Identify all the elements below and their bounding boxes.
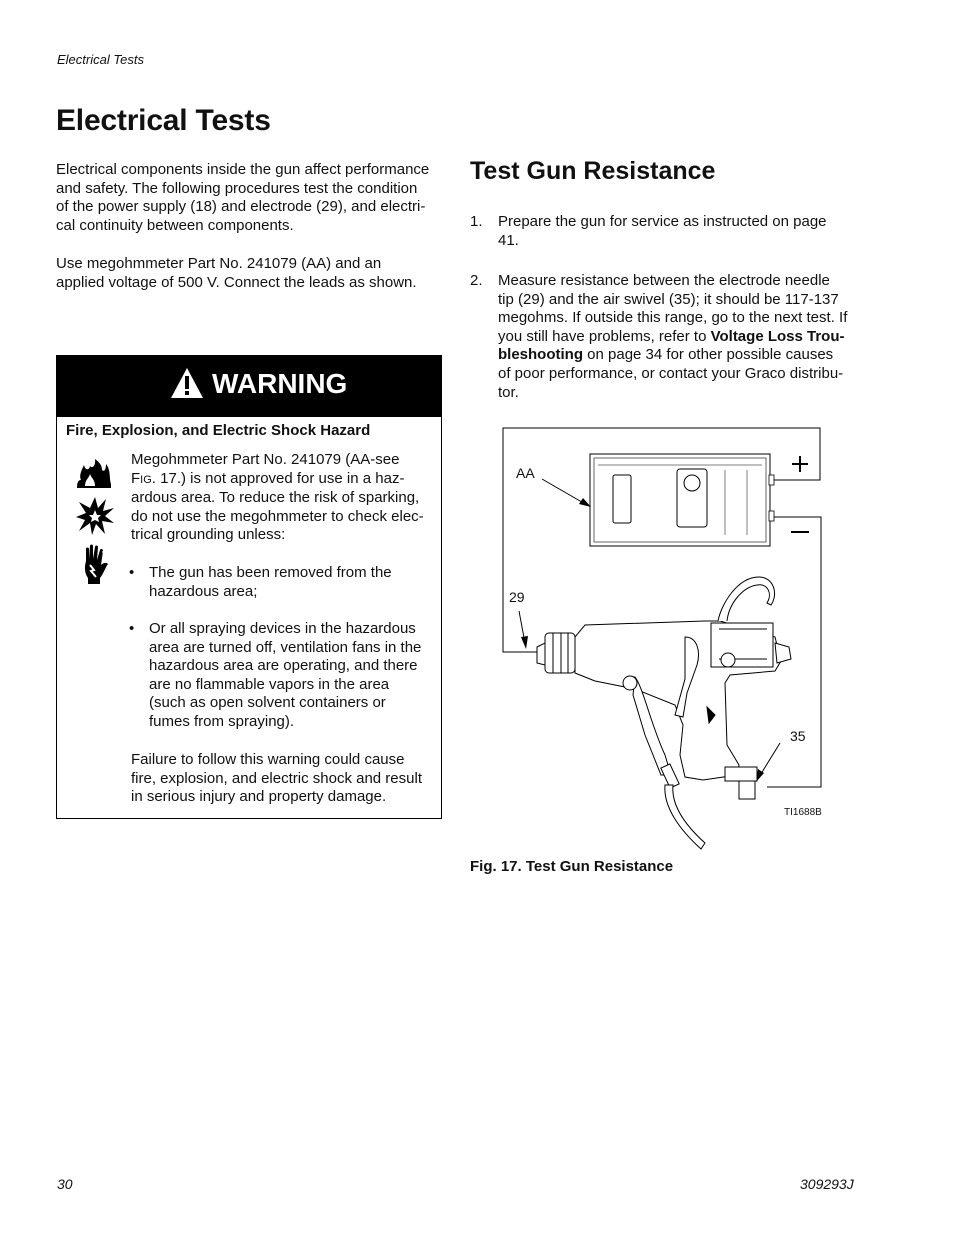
text-line: 41. bbox=[498, 231, 519, 249]
figure-17 bbox=[475, 425, 835, 855]
xref-voltage-loss: Voltage Loss Trou- bbox=[710, 327, 845, 345]
text-line bbox=[498, 346, 863, 365]
step-1-text bbox=[498, 213, 858, 250]
text-line: (such as open solvent containers or bbox=[149, 694, 386, 712]
text-line: Or all spraying devices in the hazardous bbox=[149, 620, 416, 637]
text-line: ardous area. To reduce the risk of sparking, bbox=[131, 489, 420, 507]
callout-29: 29 bbox=[509, 589, 525, 605]
intro-paragraph-1 bbox=[56, 161, 446, 235]
bullet-item-1 bbox=[149, 564, 439, 601]
intro-paragraph-2 bbox=[56, 255, 446, 292]
callout-aa: AA bbox=[516, 465, 535, 481]
text-line: trical grounding unless: bbox=[131, 526, 286, 544]
text-segment: on page 34 for other possible causes bbox=[583, 346, 834, 364]
text-line: hazardous area are operating, and there bbox=[149, 657, 418, 675]
text-line: area are turned off, ventilation fans in the bbox=[149, 638, 422, 656]
text-line: applied voltage of 500 V. Connect the leads as shown. bbox=[56, 273, 417, 291]
text-line: The gun has been removed from the bbox=[149, 564, 392, 581]
section-title: Test Gun Resistance bbox=[470, 157, 716, 185]
megohmmeter-drawing bbox=[590, 454, 774, 546]
callout-35: 35 bbox=[790, 728, 806, 744]
text-line: tip (29) and the air swivel (35); it should be 117-137 bbox=[498, 290, 839, 308]
text-line: fumes from spraying). bbox=[149, 712, 295, 730]
warning-footer bbox=[131, 751, 436, 807]
text-line: of the power supply (18) and electrode (29), and electri- bbox=[56, 198, 426, 216]
text-line: do not use the megohmmeter to check elec- bbox=[131, 507, 424, 525]
text-line: tor. bbox=[498, 383, 519, 401]
text-line: megohms. If outside this range, go to the next test. If bbox=[498, 309, 848, 327]
step-number: 1. bbox=[470, 213, 483, 230]
bullet-mark: • bbox=[129, 620, 135, 637]
fig-rest: . 17.) is not approved for use in a haz- bbox=[151, 469, 405, 487]
warning-triangle-icon bbox=[169, 366, 205, 400]
fire-icon bbox=[75, 458, 113, 490]
text-line: are no flammable vapors in the area bbox=[149, 675, 390, 693]
bullet-item-2 bbox=[149, 620, 439, 732]
warning-box bbox=[56, 355, 442, 819]
text-line: fire, explosion, and electric shock and result bbox=[131, 769, 422, 787]
text-segment: you still have problems, refer to bbox=[498, 327, 711, 345]
explosion-icon bbox=[75, 496, 115, 536]
warning-header bbox=[57, 356, 441, 417]
electric-shock-icon bbox=[78, 543, 112, 585]
step-2-text bbox=[498, 272, 863, 402]
warning-body bbox=[131, 451, 436, 545]
xref-voltage-loss-cont: bleshooting bbox=[498, 346, 583, 364]
figure-caption: Fig. 17. Test Gun Resistance bbox=[470, 858, 674, 875]
text-line bbox=[131, 470, 436, 490]
figure-reference-code: TI1688B bbox=[784, 807, 822, 818]
text-line: Megohmmeter Part No. 241079 (AA-see bbox=[131, 451, 400, 468]
warning-title: WARNING bbox=[212, 368, 348, 399]
test-setup-illustration bbox=[475, 425, 835, 855]
fig-prefix: F bbox=[131, 469, 141, 487]
text-line: and safety. The following procedures test the condition bbox=[56, 179, 418, 197]
spray-gun-drawing bbox=[537, 577, 791, 849]
bullet-mark: • bbox=[129, 564, 135, 581]
text-line: of poor performance, or contact your Graco distribu- bbox=[498, 364, 844, 382]
hazard-heading: Fire, Explosion, and Electric Shock Hazard bbox=[66, 422, 371, 439]
text-line: in serious injury and property damage. bbox=[131, 788, 387, 806]
page-number: 30 bbox=[57, 1176, 73, 1192]
running-header: Electrical Tests bbox=[57, 52, 144, 67]
text-line: Electrical components inside the gun affect performance bbox=[56, 161, 430, 178]
text-line: Measure resistance between the electrode needle bbox=[498, 272, 830, 289]
text-line: Prepare the gun for service as instructed on page bbox=[498, 213, 827, 230]
document-number: 309293J bbox=[800, 1176, 854, 1192]
text-line: hazardous area; bbox=[149, 582, 258, 600]
page-title: Electrical Tests bbox=[56, 104, 271, 137]
text-line: cal continuity between components. bbox=[56, 216, 294, 234]
fig-small-caps: IG bbox=[140, 473, 152, 486]
text-line: Use megohmmeter Part No. 241079 (AA) and an bbox=[56, 255, 382, 272]
step-number: 2. bbox=[470, 272, 483, 289]
text-line bbox=[498, 328, 863, 347]
text-line: Failure to follow this warning could cause bbox=[131, 751, 405, 768]
